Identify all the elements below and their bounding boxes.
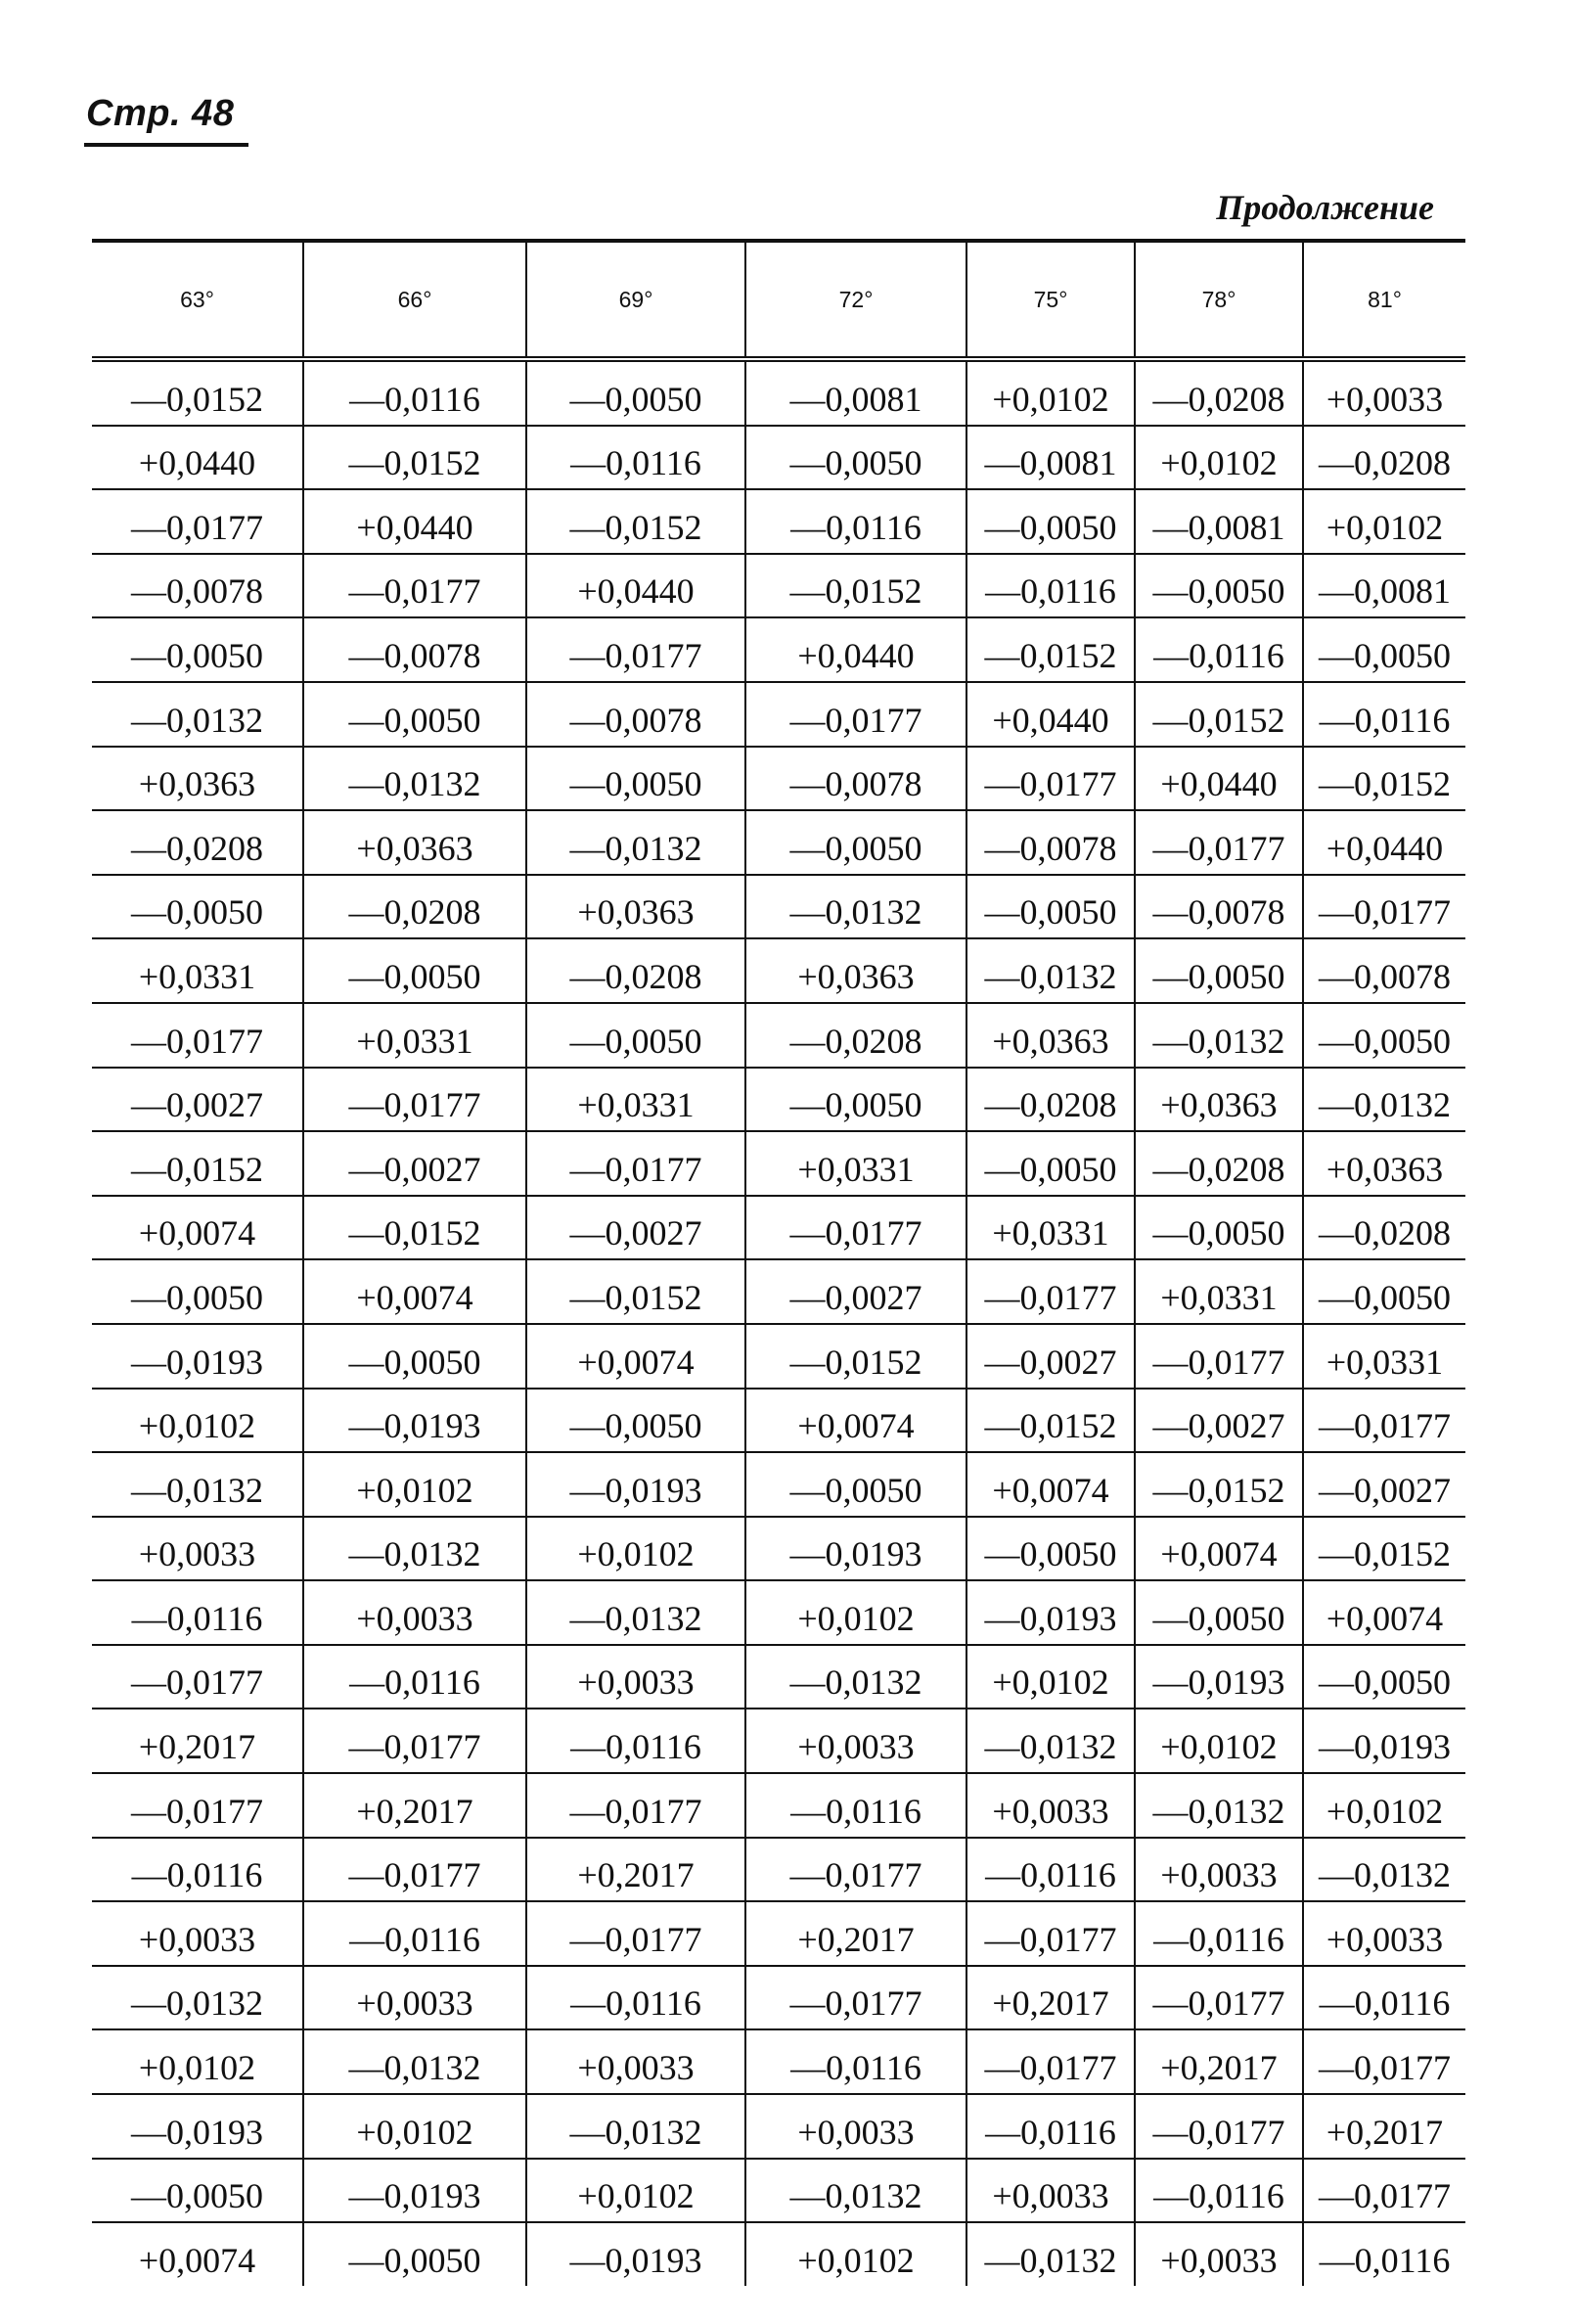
table-header	[92, 241, 1465, 359]
table-cell: —0,0177	[1135, 2094, 1303, 2159]
table-cell: +0,0440	[526, 554, 745, 618]
table-cell: —0,0050	[92, 1259, 303, 1324]
table-cell: —0,0116	[745, 2029, 966, 2094]
table-row	[92, 1517, 1465, 1581]
table-cell: +0,0102	[745, 1580, 966, 1645]
table-cell: —0,0152	[966, 1389, 1135, 1453]
table-cell: —0,0177	[966, 1901, 1135, 1966]
table-cell: —0,0050	[1135, 938, 1303, 1003]
table-cell: —0,0081	[1135, 489, 1303, 554]
table-row	[92, 1003, 1465, 1068]
table-cell: +0,0102	[966, 359, 1135, 426]
table-row	[92, 682, 1465, 747]
table-cell: —0,0132	[92, 682, 303, 747]
table-cell: —0,0152	[92, 359, 303, 426]
table-cell: +0,0102	[303, 1452, 526, 1517]
table-cell: —0,0132	[1135, 1773, 1303, 1838]
table-cell: +0,0033	[92, 1517, 303, 1581]
table-cell: —0,0177	[1303, 875, 1465, 939]
table-cell: +0,0440	[303, 489, 526, 554]
table-row	[92, 1259, 1465, 1324]
table-row	[92, 2159, 1465, 2223]
table-cell: —0,0078	[1135, 875, 1303, 939]
table-cell: —0,0116	[1135, 1901, 1303, 1966]
page-number: Стр. 48	[86, 93, 235, 134]
table-cell: +0,2017	[1303, 2094, 1465, 2159]
table-row	[92, 1901, 1465, 1966]
table-cell: +0,0331	[526, 1068, 745, 1132]
table-cell: —0,0193	[1135, 1645, 1303, 1709]
table-cell: +0,0033	[526, 2029, 745, 2094]
table-cell: —0,0193	[92, 2094, 303, 2159]
table-cell: —0,0027	[303, 1131, 526, 1196]
table-cell: —0,0177	[526, 1131, 745, 1196]
table-cell: —0,0081	[745, 359, 966, 426]
column-header: 66°	[303, 241, 526, 359]
table-cell: —0,0050	[303, 682, 526, 747]
table-cell: —0,0132	[745, 1645, 966, 1709]
table-cell: —0,0177	[1135, 1324, 1303, 1389]
table-cell: —0,0177	[1303, 1389, 1465, 1453]
table-cell: +0,0102	[1135, 426, 1303, 490]
table-row	[92, 426, 1465, 490]
table-cell: —0,0177	[966, 747, 1135, 811]
table-cell: +0,0331	[966, 1196, 1135, 1260]
column-header: 75°	[966, 241, 1135, 359]
table-cell: —0,0116	[1135, 2159, 1303, 2223]
table-cell: —0,0132	[745, 875, 966, 939]
table-cell: —0,0050	[1303, 1003, 1465, 1068]
table-cell: —0,0177	[1303, 2159, 1465, 2223]
table-cell: +0,0102	[1135, 1709, 1303, 1773]
table-cell: —0,0116	[526, 1709, 745, 1773]
table-row	[92, 1196, 1465, 1260]
table-cell: +0,0033	[303, 1966, 526, 2030]
table-cell: +0,0102	[1303, 489, 1465, 554]
table-cell: —0,0177	[1303, 2029, 1465, 2094]
coefficient-table	[92, 239, 1465, 2286]
table-row	[92, 747, 1465, 811]
table-cell: +0,0102	[303, 2094, 526, 2159]
table-cell: —0,0193	[966, 1580, 1135, 1645]
table-row	[92, 1452, 1465, 1517]
table-cell: —0,0177	[745, 1838, 966, 1902]
table-cell: +0,0363	[303, 810, 526, 875]
table-cell: —0,0177	[745, 1966, 966, 2030]
table-cell: +0,0033	[92, 1901, 303, 1966]
table-cell: +0,0363	[966, 1003, 1135, 1068]
table-cell: —0,0050	[966, 875, 1135, 939]
table-cell: +0,0102	[92, 1389, 303, 1453]
table-cell: —0,0177	[745, 682, 966, 747]
table-cell: —0,0050	[1303, 617, 1465, 682]
table-cell: —0,0132	[966, 2222, 1135, 2286]
table-cell: —0,0152	[1303, 1517, 1465, 1581]
column-header: 63°	[92, 241, 303, 359]
table-row	[92, 1838, 1465, 1902]
table-cell: —0,0078	[526, 682, 745, 747]
table-cell: —0,0177	[92, 489, 303, 554]
table-cell: +0,0033	[745, 1709, 966, 1773]
table-cell: —0,0193	[526, 1452, 745, 1517]
table-row	[92, 617, 1465, 682]
table-cell: —0,0116	[92, 1580, 303, 1645]
table-cell: —0,0152	[303, 426, 526, 490]
column-header: 69°	[526, 241, 745, 359]
table-cell: —0,0177	[303, 554, 526, 618]
table-cell: +0,2017	[526, 1838, 745, 1902]
table-row	[92, 2094, 1465, 2159]
table-cell: +0,0331	[745, 1131, 966, 1196]
table-header-row	[92, 241, 1465, 359]
table-cell: —0,0152	[526, 1259, 745, 1324]
page-number-underline	[84, 143, 248, 147]
table-row	[92, 2222, 1465, 2286]
table-cell: —0,0152	[526, 489, 745, 554]
table-cell: —0,0081	[1303, 554, 1465, 618]
table-cell: —0,0116	[966, 1838, 1135, 1902]
table-cell: —0,0193	[303, 1389, 526, 1453]
table-cell: +0,0331	[1303, 1324, 1465, 1389]
table-body	[92, 359, 1465, 2286]
table-cell: —0,0177	[92, 1773, 303, 1838]
table-cell: —0,0027	[526, 1196, 745, 1260]
table-cell: —0,0050	[966, 1517, 1135, 1581]
table-cell: +0,0331	[303, 1003, 526, 1068]
table-cell: —0,0050	[745, 1452, 966, 1517]
table-row	[92, 1645, 1465, 1709]
table-row	[92, 875, 1465, 939]
table-row	[92, 1709, 1465, 1773]
column-header: 78°	[1135, 241, 1303, 359]
table-row	[92, 1580, 1465, 1645]
table-cell: —0,0050	[303, 2222, 526, 2286]
table-cell: +0,0033	[1135, 2222, 1303, 2286]
column-header: 81°	[1303, 241, 1465, 359]
table-cell: —0,0050	[92, 875, 303, 939]
table-cell: +0,0363	[1303, 1131, 1465, 1196]
table-cell: +0,2017	[966, 1966, 1135, 2030]
table-cell: —0,0078	[1303, 938, 1465, 1003]
table-cell: +0,0102	[92, 2029, 303, 2094]
table-cell: —0,0050	[1135, 1196, 1303, 1260]
table-cell: —0,0027	[1303, 1452, 1465, 1517]
table-cell: —0,0027	[745, 1259, 966, 1324]
table-cell: —0,0116	[1303, 682, 1465, 747]
table-cell: —0,0116	[526, 1966, 745, 2030]
table-cell: —0,0132	[966, 938, 1135, 1003]
table-cell: —0,0208	[92, 810, 303, 875]
table-cell: —0,0177	[303, 1838, 526, 1902]
table-cell: +0,0440	[92, 426, 303, 490]
table-cell: —0,0177	[966, 1259, 1135, 1324]
table-cell: —0,0050	[966, 1131, 1135, 1196]
table-cell: —0,0116	[303, 1645, 526, 1709]
table-cell: —0,0027	[92, 1068, 303, 1132]
table-cell: +0,0074	[1135, 1517, 1303, 1581]
table-cell: —0,0152	[1135, 1452, 1303, 1517]
table-cell: —0,0177	[526, 1901, 745, 1966]
table-cell: —0,0078	[303, 617, 526, 682]
table-cell: —0,0208	[303, 875, 526, 939]
table-cell: —0,0132	[1303, 1068, 1465, 1132]
table-cell: —0,0177	[1135, 1966, 1303, 2030]
column-header: 72°	[745, 241, 966, 359]
table-cell: +0,2017	[1135, 2029, 1303, 2094]
table-cell: —0,0132	[526, 2094, 745, 2159]
table-cell: +0,0033	[1303, 1901, 1465, 1966]
table-cell: —0,0050	[526, 359, 745, 426]
table-cell: —0,0193	[303, 2159, 526, 2223]
table-cell: —0,0116	[966, 554, 1135, 618]
table-cell: —0,0116	[526, 426, 745, 490]
table-cell: —0,0116	[1303, 2222, 1465, 2286]
table-cell: —0,0078	[745, 747, 966, 811]
table-cell: —0,0152	[1135, 682, 1303, 747]
table-row	[92, 489, 1465, 554]
table-cell: +0,0440	[966, 682, 1135, 747]
table-cell: —0,0152	[966, 617, 1135, 682]
table-cell: +0,0363	[1135, 1068, 1303, 1132]
table-cell: +0,0102	[745, 2222, 966, 2286]
table-cell: —0,0050	[1303, 1645, 1465, 1709]
table-cell: —0,0116	[303, 359, 526, 426]
table-cell: —0,0050	[966, 489, 1135, 554]
table-cell: —0,0208	[526, 938, 745, 1003]
table-cell: —0,0132	[1135, 1003, 1303, 1068]
table-cell: —0,0193	[745, 1517, 966, 1581]
table-cell: —0,0050	[526, 747, 745, 811]
table-cell: —0,0050	[1303, 1259, 1465, 1324]
table-cell: —0,0152	[303, 1196, 526, 1260]
table-cell: —0,0132	[303, 2029, 526, 2094]
table-cell: —0,0193	[526, 2222, 745, 2286]
table-cell: +0,0033	[966, 1773, 1135, 1838]
table-cell: —0,0050	[92, 2159, 303, 2223]
table-cell: —0,0050	[526, 1003, 745, 1068]
table-cell: +0,0033	[1303, 359, 1465, 426]
table-cell: —0,0193	[92, 1324, 303, 1389]
table-cell: +0,0074	[303, 1259, 526, 1324]
table-cell: —0,0116	[745, 489, 966, 554]
table-cell: —0,0116	[966, 2094, 1135, 2159]
table-cell: —0,0177	[745, 1196, 966, 1260]
table-cell: +0,0074	[1303, 1580, 1465, 1645]
table-cell: +0,0440	[745, 617, 966, 682]
coefficient-table-container	[92, 239, 1465, 2286]
table-cell: —0,0050	[745, 1068, 966, 1132]
table-cell: +0,0033	[745, 2094, 966, 2159]
table-cell: —0,0177	[526, 617, 745, 682]
table-row	[92, 810, 1465, 875]
table-cell: —0,0050	[303, 938, 526, 1003]
table-cell: —0,0177	[303, 1709, 526, 1773]
table-cell: +0,2017	[92, 1709, 303, 1773]
table-cell: —0,0177	[1135, 810, 1303, 875]
table-cell: —0,0132	[303, 747, 526, 811]
table-cell: —0,0208	[1303, 1196, 1465, 1260]
table-cell: —0,0027	[966, 1324, 1135, 1389]
table-cell: —0,0177	[303, 1068, 526, 1132]
table-cell: —0,0081	[966, 426, 1135, 490]
table-cell: +0,0363	[92, 747, 303, 811]
table-cell: —0,0050	[745, 810, 966, 875]
table-cell: —0,0078	[92, 554, 303, 618]
table-cell: +0,0331	[92, 938, 303, 1003]
table-cell: +0,0033	[1135, 1838, 1303, 1902]
table-cell: —0,0177	[92, 1003, 303, 1068]
table-cell: —0,0116	[303, 1901, 526, 1966]
table-cell: —0,0116	[1303, 1966, 1465, 2030]
table-cell: —0,0152	[92, 1131, 303, 1196]
table-cell: —0,0152	[745, 1324, 966, 1389]
table-cell: —0,0050	[303, 1324, 526, 1389]
table-cell: +0,0102	[1303, 1773, 1465, 1838]
table-cell: —0,0132	[526, 1580, 745, 1645]
table-row	[92, 1773, 1465, 1838]
table-cell: —0,0208	[966, 1068, 1135, 1132]
table-row	[92, 554, 1465, 618]
table-cell: +0,0074	[745, 1389, 966, 1453]
table-cell: —0,0208	[1135, 1131, 1303, 1196]
table-row	[92, 1068, 1465, 1132]
table-row	[92, 359, 1465, 426]
table-cell: —0,0116	[1135, 617, 1303, 682]
table-cell: +0,0033	[526, 1645, 745, 1709]
table-row	[92, 938, 1465, 1003]
continuation-label: Продолжение	[1216, 188, 1434, 227]
table-row	[92, 1131, 1465, 1196]
table-cell: —0,0177	[92, 1645, 303, 1709]
table-cell: —0,0152	[1303, 747, 1465, 811]
table-cell: +0,0102	[966, 1645, 1135, 1709]
table-cell: —0,0050	[745, 426, 966, 490]
table-cell: +0,0102	[526, 2159, 745, 2223]
table-cell: —0,0132	[303, 1517, 526, 1581]
table-cell: +0,0074	[526, 1324, 745, 1389]
table-cell: —0,0027	[1135, 1389, 1303, 1453]
table-cell: —0,0132	[966, 1709, 1135, 1773]
table-cell: +0,0033	[966, 2159, 1135, 2223]
table-cell: +0,0102	[526, 1517, 745, 1581]
table-row	[92, 2029, 1465, 2094]
table-cell: —0,0050	[1135, 554, 1303, 618]
table-cell: —0,0132	[745, 2159, 966, 2223]
table-cell: +0,0440	[1135, 747, 1303, 811]
table-cell: +0,0363	[745, 938, 966, 1003]
table-cell: —0,0132	[92, 1966, 303, 2030]
table-cell: —0,0193	[1303, 1709, 1465, 1773]
table-cell: —0,0132	[526, 810, 745, 875]
table-cell: +0,0363	[526, 875, 745, 939]
table-row	[92, 1389, 1465, 1453]
table-row	[92, 1966, 1465, 2030]
table-cell: —0,0116	[745, 1773, 966, 1838]
table-cell: —0,0177	[526, 1773, 745, 1838]
table-cell: +0,0331	[1135, 1259, 1303, 1324]
table-cell: —0,0208	[745, 1003, 966, 1068]
table-row	[92, 1324, 1465, 1389]
table-cell: —0,0152	[745, 554, 966, 618]
table-cell: +0,0074	[92, 1196, 303, 1260]
table-cell: —0,0177	[966, 2029, 1135, 2094]
table-cell: —0,0050	[1135, 1580, 1303, 1645]
table-cell: —0,0050	[526, 1389, 745, 1453]
table-cell: +0,0033	[303, 1580, 526, 1645]
table-cell: +0,0074	[138, 2240, 256, 2280]
table-cell: +0,2017	[745, 1901, 966, 1966]
table-cell: —0,0078	[966, 810, 1135, 875]
table-cell: +0,0440	[1303, 810, 1465, 875]
table-cell: —0,0208	[1135, 359, 1303, 426]
table-cell: —0,0132	[92, 1452, 303, 1517]
table-cell: —0,0132	[1303, 1838, 1465, 1902]
table-cell: —0,0050	[92, 617, 303, 682]
table-cell: —0,0208	[1303, 426, 1465, 490]
table-cell: —0,0116	[92, 1838, 303, 1902]
table-cell: +0,0074	[966, 1452, 1135, 1517]
table-cell: +0,2017	[303, 1773, 526, 1838]
